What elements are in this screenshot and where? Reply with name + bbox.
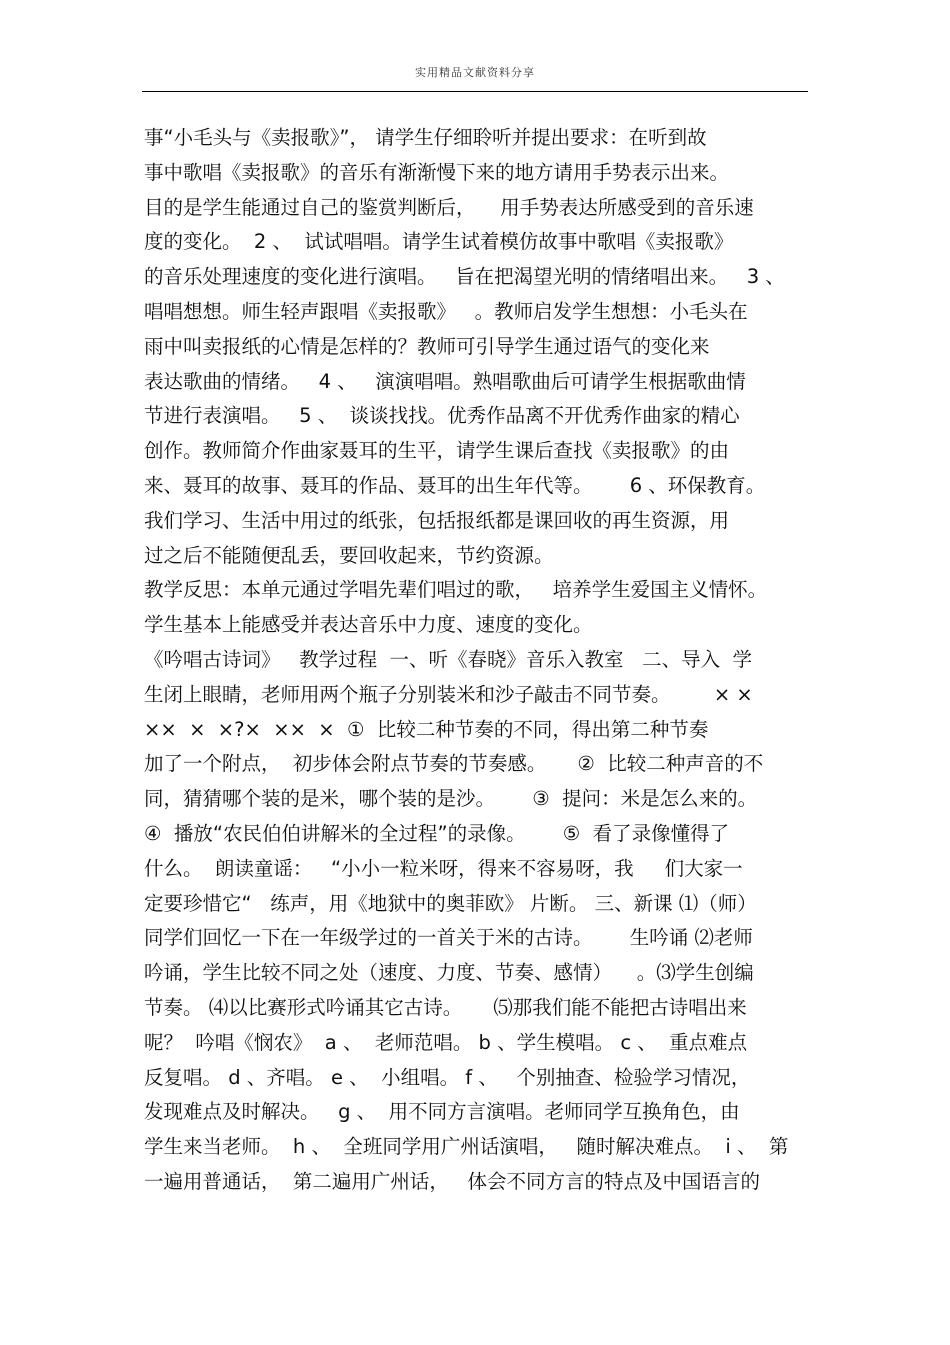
- text-line: 教学反思：本单元通过学唱先辈们唱过的歌， 培养学生爱国主义情怀。: [144, 578, 768, 602]
- text-line: 《吟唱古诗词》 教学过程 一、听《春晓》音乐入教室 二、导入 学: [144, 647, 752, 671]
- text-line: 来、聂耳的故事、聂耳的作品、聂耳的出生年代等。 6 、环保教育。: [144, 473, 766, 497]
- text-line: 定要珍惜它“ 练声，用《地狱中的奥菲欧》 片断。 三、新课 ⑴（师）: [144, 891, 757, 915]
- text-line: 创作。教师简介作曲家聂耳的生平，请学生课后查找《卖报歌》的由: [144, 439, 730, 463]
- text-line: 什么。 朗读童谣： “小小一粒米呀，得来不容易呀，我 们大家一: [144, 856, 743, 880]
- text-line: 加了一个附点， 初步体会附点节奏的节奏感。 ② 比较二种声音的不: [144, 752, 764, 776]
- header-divider: [142, 91, 808, 92]
- text-line: 的音乐处理速度的变化进行演唱。 旨在把渴望光明的情绪唱出来。 3 、: [144, 265, 785, 289]
- text-line: 唱唱想想。师生轻声跟唱《卖报歌》 。教师启发学生想想：小毛头在: [144, 299, 748, 323]
- text-line: 表达歌曲的情绪。 4 、 演演唱唱。熟唱歌曲后可请学生根据歌曲情: [144, 369, 746, 393]
- text-line: 目的是学生能通过自己的鉴赏判断后， 用手势表达所感受到的音乐速: [144, 195, 754, 219]
- text-line: 学生基本上能感受并表达音乐中力度、速度的变化。: [144, 613, 593, 637]
- text-line: 同学们回忆一下在一年级学过的一首关于米的古诗。 生吟诵 ⑵老师: [144, 926, 753, 950]
- text-line: 吟诵，学生比较不同之处（速度、力度、节奏、感情） 。⑶学生创编: [144, 961, 754, 985]
- text-line: 生闭上眼睛，老师用两个瓶子分别装米和沙子敲击不同节奏。 × ×: [144, 682, 753, 706]
- text-line: 发现难点及时解决。 g 、 用不同方言演唱。老师同学互换角色，由: [144, 1100, 740, 1124]
- text-line: 呢？ 吟唱《悯农》 a 、 老师范唱。 b 、学生模唱。 c 、 重点难点: [144, 1030, 748, 1054]
- body-text: [144, 121, 814, 1200]
- text-line: 我们学习、生活中用过的纸张，包括报纸都是课回收的再生资源，用: [144, 508, 730, 532]
- text-line: 反复唱。 d 、齐唱。 e 、 小组唱。 f 、 个别抽查、检验学习情况，: [144, 1065, 751, 1089]
- text-line: 一遍用普通话， 第二遍用广州话， 体会不同方言的特点及中国语言的: [144, 1169, 760, 1193]
- text-line: 节进行表演唱。 5 、 谈谈找找。优秀作品离不开优秀作曲家的精心: [144, 404, 740, 428]
- text-line: 学生来当老师。 h 、 全班同学用广州话演唱， 随时解决难点。 i 、 第: [144, 1135, 789, 1159]
- text-line: 度的变化。 2 、 试试唱唱。请学生试着模仿故事中歌唱《卖报歌》: [144, 230, 734, 254]
- text-line: 雨中叫卖报纸的心情是怎样的？教师可引导学生通过语气的变化来: [144, 334, 710, 358]
- text-line: 事“小毛头与《卖报歌》”， 请学生仔细聆听并提出要求：在听到故: [144, 126, 707, 149]
- text-line: 过之后不能随便乱丢，要回收起来，节约资源。: [144, 543, 554, 567]
- text-line: 事中歌唱《卖报歌》的音乐有渐渐慢下来的地方请用手势表示出来。: [144, 160, 730, 184]
- text-line: ④ 播放“农民伯伯讲解米的全过程”的录像。 ⑤ 看了录像懂得了: [144, 821, 730, 845]
- text-line: 同，猜猜哪个装的是米，哪个装的是沙。 ③ 提问：米是怎么来的。: [144, 787, 758, 811]
- page-header: 实用精品文献资料分享: [415, 66, 535, 79]
- text-line: 节奏。 ⑷以比赛形式吟诵其它古诗。 ⑸那我们能不能把古诗唱出来: [144, 995, 747, 1019]
- text-line: ×× × ×?× ×× × ① 比较二种节奏的不同，得出第二种节奏: [144, 717, 709, 741]
